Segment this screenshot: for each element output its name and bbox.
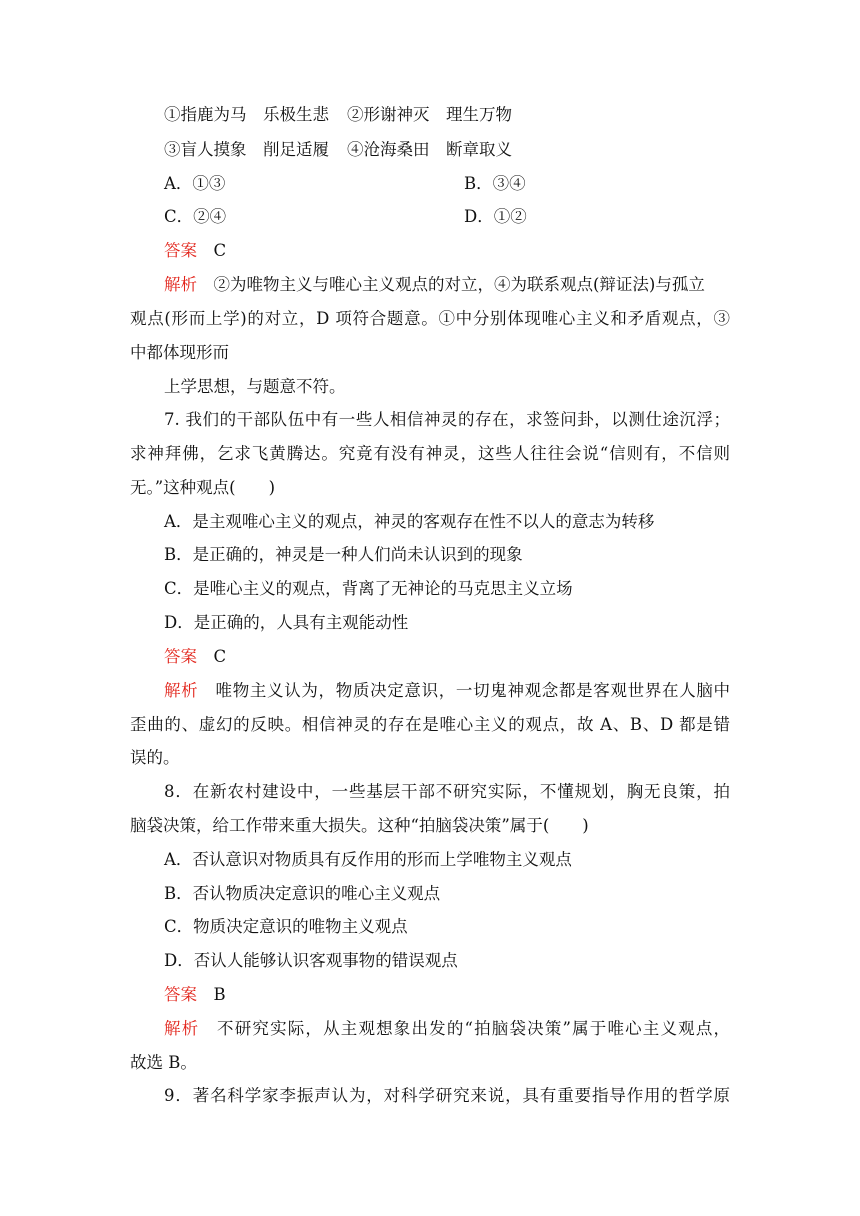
q7-analysis-line-1 <box>164 681 730 701</box>
q6-option-3-text: ③盲人摸象 削足适履 <box>164 140 329 159</box>
q6-choice-a: A．①③ <box>164 174 226 193</box>
q7-stem-line-1: 7. 我们的干部队伍中有一些人相信神灵的存在，求签问卦，以测仕途沉浮； <box>164 410 730 429</box>
q8-choice-c: C．物质决定意识的唯物主义观点 <box>164 917 408 936</box>
q7-choice-a: A．是主观唯心主义的观点，神灵的客观存在性不以人的意志为转移 <box>164 512 655 531</box>
q9-stem-line-1: 9．著名科学家李振声认为，对科学研究来说，具有重要指导作用的哲学原 <box>164 1086 730 1105</box>
answer-label: 答案 <box>164 241 197 260</box>
q6-options-line-2 <box>164 140 512 160</box>
q7-analysis-line-2: 歪曲的、虚幻的反映。相信神灵的存在是唯心主义的观点，故 A、B、D 都是错 <box>130 715 730 734</box>
q6-option-2-text: ②形谢神灭 理生万物 <box>347 105 512 124</box>
q6-answer <box>164 241 226 261</box>
q7-analysis-line-3: 误的。 <box>130 748 180 767</box>
q6-options-line-1 <box>164 105 512 125</box>
answer-label: 答案 <box>164 647 197 666</box>
analysis-label: 解析 <box>164 681 199 700</box>
q8-analysis-line-1 <box>164 1019 730 1039</box>
analysis-label: 解析 <box>164 275 197 294</box>
q8-stem-line-1: 8．在新农村建设中，一些基层干部不研究实际，不懂规划，胸无良策，拍 <box>164 782 730 801</box>
q6-choice-b: B．③④ <box>464 174 526 193</box>
q8-stem-line-2: 脑袋决策，给工作带来重大损失。这种“拍脑袋决策”属于( ) <box>130 816 589 835</box>
q6-option-4-text: ④沧海桑田 断章取义 <box>347 140 512 159</box>
answer-value: C <box>213 647 227 666</box>
q7-choice-b: B．是正确的，神灵是一种人们尚未认识到的现象 <box>164 545 523 564</box>
answer-label: 答案 <box>164 985 197 1004</box>
q8-answer <box>164 985 226 1005</box>
q6-analysis-line-4: 上学思想，与题意不符。 <box>164 377 346 396</box>
q6-analysis-line-1 <box>164 275 705 295</box>
q8-choice-a: A．否认意识对物质具有反作用的形而上学唯物主义观点 <box>164 850 572 869</box>
q6-choice-c: C．②④ <box>164 207 227 226</box>
q7-stem-line-2: 求神拜佛，乞求飞黄腾达。究竟有没有神灵，这些人往往会说“信则有，不信则 <box>130 444 730 463</box>
analysis-text: 唯物主义认为，物质决定意识，一切鬼神观念都是客观世界在人脑中 <box>215 681 730 700</box>
q7-choice-c: C．是唯心主义的观点，背离了无神论的马克思主义立场 <box>164 579 573 598</box>
q8-choice-b: B．否认物质决定意识的唯心主义观点 <box>164 884 441 903</box>
q7-stem-line-3: 无。”这种观点( ) <box>130 478 276 497</box>
analysis-text: 不研究实际，从主观想象出发的“拍脑袋决策”属于唯心主义观点， <box>217 1019 731 1038</box>
q6-analysis-line-3: 中都体现形而 <box>130 343 229 362</box>
q6-choice-d: D．①② <box>464 207 527 226</box>
q7-answer <box>164 647 226 667</box>
answer-value: B <box>213 985 226 1004</box>
q6-analysis-line-2: 观点(形而上学)的对立，D 项符合题意。①中分别体现唯心主义和矛盾观点，③ <box>130 309 730 328</box>
q8-choice-d: D．否认人能够认识客观事物的错误观点 <box>164 951 458 970</box>
q8-analysis-line-2: 故选 B。 <box>130 1053 197 1072</box>
answer-value: C <box>213 241 227 260</box>
analysis-label: 解析 <box>164 1019 200 1038</box>
q6-option-1-text: ①指鹿为马 乐极生悲 <box>164 105 329 124</box>
q7-choice-d: D．是正确的，人具有主观能动性 <box>164 613 409 632</box>
analysis-text: ②为唯物主义与唯心主义观点的对立，④为联系观点(辩证法)与孤立 <box>213 275 705 294</box>
